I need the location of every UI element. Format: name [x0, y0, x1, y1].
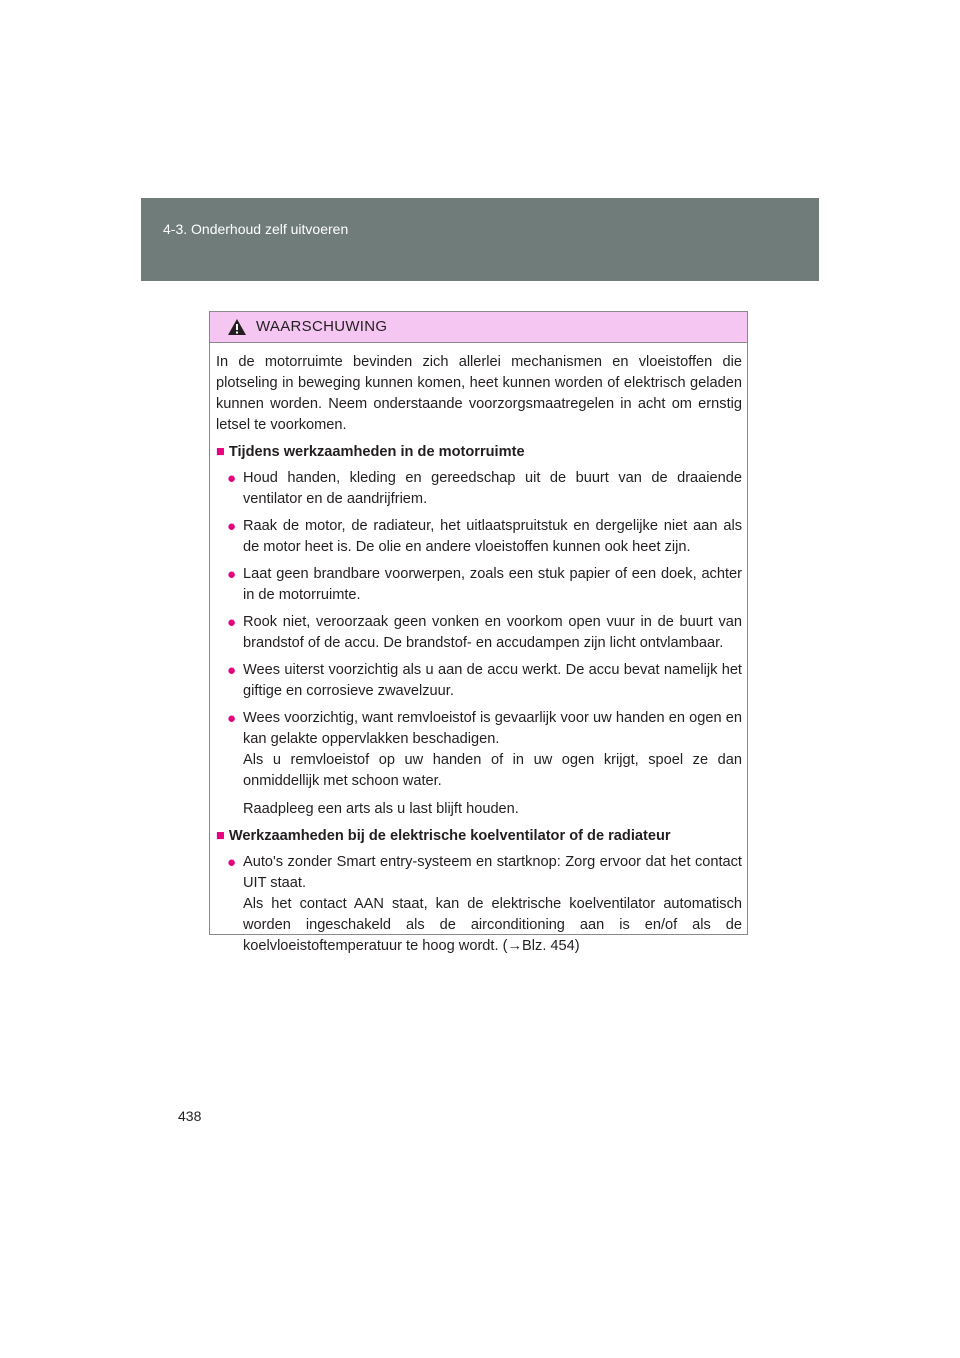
page-number: 438 — [178, 1108, 202, 1124]
list-item — [216, 516, 742, 558]
warning-header — [210, 312, 747, 343]
list-item-text — [243, 852, 742, 957]
list-item — [216, 612, 742, 654]
square-bullet-icon: ■ — [216, 444, 225, 460]
list-item-text — [243, 660, 742, 702]
round-bullet-icon: ● — [227, 662, 237, 679]
chapter-title: 4-3. Onderhoud zelf uitvoeren — [163, 221, 349, 237]
paragraph: Als u remvloeistof op uw handen of in uw ogen krijgt, spoel ze dan onmiddellijk met schoon water. — [243, 752, 742, 789]
list-item-text — [243, 564, 742, 606]
round-bullet-icon: ● — [227, 518, 237, 535]
list-item — [216, 708, 742, 820]
round-bullet-icon: ● — [227, 614, 237, 631]
paragraph: Rook niet, veroorzaak geen vonken en voorkom open vuur in de buurt van brandstof of de accu. De brandstof- en accudampen zijn licht ontvlambaar. — [243, 614, 742, 651]
round-bullet-icon: ● — [227, 470, 237, 487]
paragraph: Raadpleeg een arts als u last blijft houden. — [243, 801, 519, 817]
warning-body — [210, 343, 747, 957]
section-heading-text: Tijdens werkzaamheden in de motorruimte — [228, 444, 525, 460]
warning-intro: In de motorruimte bevinden zich allerlei mechanismen en vloeistoffen die plotseling in beweging kunnen komen, heet kunnen worden of elektrisch geladen kunnen worden. Neem onderstaande voorzorgsmaatregelen in acht om ernstig letsel te voorkomen. — [216, 354, 742, 433]
paragraph: Raak de motor, de radiateur, het uitlaatspruitstuk en dergelijke niet aan als de motor heet is. De olie en andere vloeistoffen kunnen ook heet zijn. — [243, 518, 742, 555]
section-heading — [216, 826, 742, 847]
warning-box — [209, 311, 748, 954]
list-item — [216, 564, 742, 606]
warning-title: WAARSCHUWING — [256, 318, 388, 335]
paragraph: Als het contact AAN staat, kan de elektrische koelventilator automatisch worden ingeschakeld als de airconditioning aan is en/of als de koelvloeistoftemperatuur te hoog wordt. (→Blz. 454) — [243, 896, 742, 954]
round-bullet-icon: ● — [227, 566, 237, 583]
round-bullet-icon: ● — [227, 854, 237, 871]
list-item — [216, 468, 742, 510]
square-bullet-icon: ■ — [216, 828, 225, 844]
paragraph: Wees voorzichtig, want remvloeistof is gevaarlijk voor uw handen en ogen en kan gelakte oppervlakken beschadigen. — [243, 710, 742, 747]
section-heading — [216, 442, 742, 463]
chapter-header-band — [141, 198, 819, 281]
list-item-text — [243, 468, 742, 510]
warning-section — [216, 826, 742, 957]
paragraph: Auto's zonder Smart entry-systeem en startknop: Zorg ervoor dat het contact UIT staat. — [243, 854, 742, 891]
warning-triangle-icon — [227, 318, 247, 336]
list-item — [216, 852, 742, 957]
paragraph: Wees uiterst voorzichtig als u aan de accu werkt. De accu bevat namelijk het giftige en corrosieve zwavelzuur. — [243, 662, 742, 699]
section-heading-text: Werkzaamheden bij de elektrische koelventilator of de radiateur — [228, 828, 671, 844]
list-item-text — [243, 708, 742, 820]
warning-section — [216, 442, 742, 820]
list-item — [216, 660, 742, 702]
list-item-text — [243, 516, 742, 558]
list-item-text — [243, 612, 742, 654]
round-bullet-icon: ● — [227, 710, 237, 727]
paragraph: Houd handen, kleding en gereedschap uit de buurt van de draaiende ventilator en de aandrijfriem. — [243, 470, 742, 507]
paragraph: Laat geen brandbare voorwerpen, zoals een stuk papier of een doek, achter in de motorruimte. — [243, 566, 742, 603]
